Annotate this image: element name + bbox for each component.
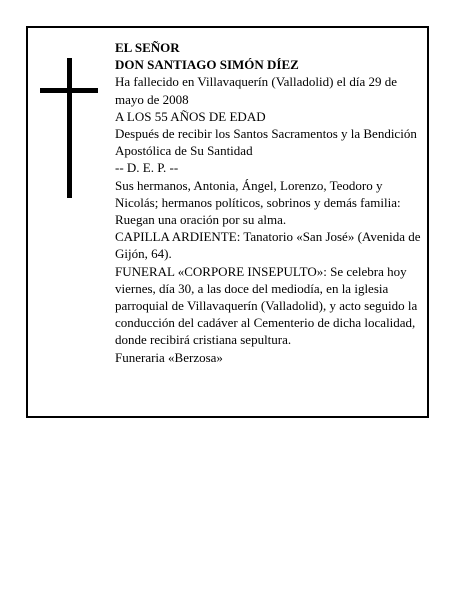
notice-text — [115, 39, 424, 366]
obituary-notice — [26, 26, 429, 418]
age-statement: A LOS 55 AÑOS DE EDAD — [115, 108, 266, 124]
cross-icon — [40, 58, 98, 198]
funeral-chapel: CAPILLA ARDIENTE: Tanatorio «San José» (Avenida de Gijón, 64). — [115, 229, 421, 262]
cross-horizontal-bar — [40, 88, 98, 93]
notice-title: EL SEÑOR — [115, 40, 180, 55]
family-statement: Sus hermanos, Antonia, Ángel, Lorenzo, Teodoro y Nicolás; hermanos políticos, sobrinos y demás familia: Ruegan una oración por su alma. — [115, 177, 401, 228]
cross-vertical-bar — [67, 58, 72, 198]
deceased-name: DON SANTIAGO SIMÓN DÍEZ — [115, 57, 299, 73]
funeral-home: Funeraria «Berzosa» — [115, 349, 223, 365]
funeral-details: FUNERAL «CORPORE INSEPULTO»: Se celebra hoy viernes, día 30, a las doce del mediodía, en la iglesia parroquial de Villavaquerín (Valladolid), y acto seguido la conducción del cadáver al Cementerio de dicha localidad, donde recibirá cristiana sepultura. — [115, 263, 418, 348]
rest-in-peace: -- D. E. P. -- — [115, 160, 179, 176]
death-statement: Ha fallecido en Villavaquerín (Valladolid) el día 29 de mayo de 2008 — [115, 74, 397, 107]
sacraments-statement: Después de recibir los Santos Sacramentos y la Bendición Apostólica de Su Santidad — [115, 126, 417, 159]
